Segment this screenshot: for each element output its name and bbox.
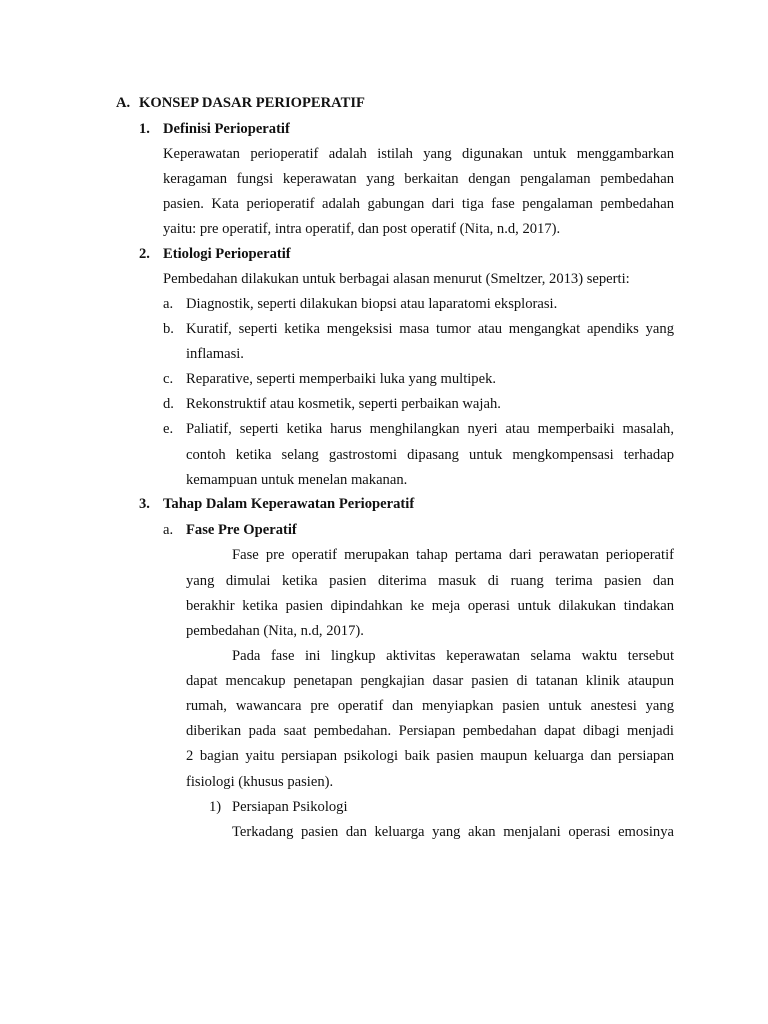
pre-op-p2-line-2: dapat mencakup penetapan pengkajian dasar pasien di tatanan klinik ataupun: [186, 673, 674, 689]
definition-line-1: Keperawatan perioperatif adalah istilah yang digunakan untuk menggambarkan: [163, 146, 674, 162]
pre-op-p2-line-3: rumah, wawancara pre operatif dan menyiapkan pasien untuk anestesi yang: [186, 698, 674, 714]
numbered-title-persiapan-psikologi: Persiapan Psikologi: [232, 799, 348, 815]
list-item-a: Diagnostik, seperti dilakukan biopsi atau laparatomi eksplorasi.: [186, 296, 558, 312]
sub-title-fase-pre-operatif: Fase Pre Operatif: [186, 522, 297, 538]
item-3-marker: 3.: [139, 496, 150, 512]
list-item-e-line-1: Paliatif, seperti ketika harus menghilangkan nyeri atau memperbaiki masalah,: [186, 421, 674, 437]
pre-op-p2-line-1: Pada fase ini lingkup aktivitas keperawatan selama waktu tersebut: [232, 648, 674, 664]
list-marker-e: e.: [163, 421, 174, 437]
item-2-title: Etiologi Perioperatif: [163, 246, 291, 262]
list-item-b-line-1: Kuratif, seperti ketika mengeksisi masa tumor atau mengangkat apendiks yang: [186, 321, 674, 337]
item-3-title: Tahap Dalam Keperawatan Perioperatif: [163, 496, 415, 512]
pre-op-p1-line-2: yang dimulai ketika pasien diterima masuk di ruang terima pasien dan: [186, 573, 674, 589]
pre-op-p2-line-5: 2 bagian yaitu persiapan psikologi baik pasien maupun keluarga dan persiapan: [186, 748, 674, 764]
sub-marker-a: a.: [163, 522, 174, 538]
section-marker: A.: [116, 95, 131, 111]
list-item-e-line-3: kemampuan untuk menelan makanan.: [186, 472, 408, 488]
list-item-d: Rekonstruktif atau kosmetik, seperti perbaikan wajah.: [186, 396, 501, 412]
psychology-line-1: Terkadang pasien dan keluarga yang akan menjalani operasi emosinya: [232, 824, 674, 840]
list-marker-c: c.: [163, 371, 174, 387]
etiology-intro: Pembedahan dilakukan untuk berbagai alasan menurut (Smeltzer, 2013) seperti:: [163, 271, 630, 287]
item-2-marker: 2.: [139, 246, 150, 262]
definition-line-3: pasien. Kata perioperatif adalah gabungan dari tiga fase pengalaman pembedahan: [163, 196, 674, 212]
item-1-title: Definisi Perioperatif: [163, 121, 290, 137]
list-marker-d: d.: [163, 396, 174, 412]
definition-line-4: yaitu: pre operatif, intra operatif, dan post operatif (Nita, n.d, 2017).: [163, 221, 561, 237]
pre-op-p2-line-6: fisiologi (khusus pasien).: [186, 774, 334, 790]
numbered-marker-1: 1): [209, 799, 222, 815]
definition-line-2: keragaman fungsi keperawatan yang berkaitan dengan pengalaman pembedahan: [163, 171, 674, 187]
list-item-e-line-2: contoh ketika selang gastrostomi dipasang untuk mengkompensasi terhadap: [186, 447, 674, 463]
pre-op-p1-line-1: Fase pre operatif merupakan tahap pertama dari perawatan perioperatif: [232, 547, 674, 563]
pre-op-p1-line-4: pembedahan (Nita, n.d, 2017).: [186, 623, 364, 639]
pre-op-p2-line-4: diberikan pada saat pembedahan. Persiapan pembedahan dapat dibagi menjadi: [186, 723, 674, 739]
pre-op-p1-line-3: berakhir ketika pasien dipindahkan ke meja operasi untuk dilakukan tindakan: [186, 598, 674, 614]
list-marker-b: b.: [163, 321, 174, 337]
list-marker-a: a.: [163, 296, 174, 312]
list-item-b-line-2: inflamasi.: [186, 346, 244, 362]
section-title: KONSEP DASAR PERIOPERATIF: [139, 95, 365, 111]
list-item-c: Reparative, seperti memperbaiki luka yang multipek.: [186, 371, 497, 387]
item-1-marker: 1.: [139, 121, 150, 137]
